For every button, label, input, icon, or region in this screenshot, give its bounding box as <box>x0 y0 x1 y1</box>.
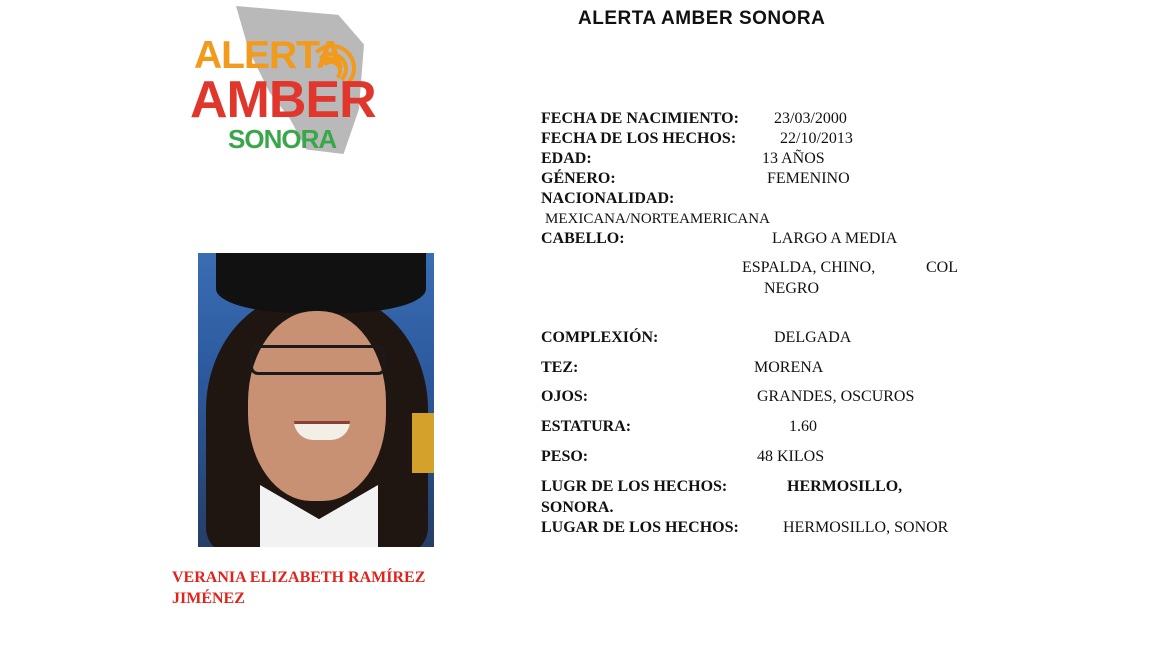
genero-label: GÉNERO: <box>541 170 616 187</box>
fecha-nacimiento-label: FECHA DE NACIMIENTO: <box>541 110 739 127</box>
genero-value: FEMENINO <box>767 170 850 187</box>
estatura-label: ESTATURA: <box>541 418 632 435</box>
cabello-value-line2b: COL <box>926 259 958 276</box>
cabello-value-line1: LARGO A MEDIA <box>772 230 898 247</box>
ojos-value: GRANDES, OSCUROS <box>757 388 915 405</box>
page-title: ALERTA AMBER SONORA <box>578 8 826 29</box>
peso-label: PESO: <box>541 448 589 465</box>
lugr-hechos-label: LUGR DE LOS HECHOS: <box>541 478 728 495</box>
fecha-hechos-label: FECHA DE LOS HECHOS: <box>541 130 737 147</box>
lugar-hechos-label: LUGAR DE LOS HECHOS: <box>541 519 739 536</box>
lugr-hechos-value-cont: SONORA. <box>541 499 614 516</box>
fecha-hechos-value: 22/10/2013 <box>780 130 853 147</box>
alerta-amber-sonora-logo <box>188 4 378 154</box>
complexion-label: COMPLEXIÓN: <box>541 329 659 346</box>
cabello-label: CABELLO: <box>541 230 625 247</box>
logo-word-sonora: SONORA <box>228 124 337 154</box>
missing-person-photo <box>198 253 434 547</box>
person-name-line1: VERANIA ELIZABETH RAMÍREZ <box>172 569 426 586</box>
peso-value: 48 KILOS <box>757 448 825 465</box>
complexion-value: DELGADA <box>774 329 852 346</box>
tez-label: TEZ: <box>541 359 579 376</box>
cabello-value-line2a: ESPALDA, CHINO, <box>742 259 876 276</box>
lugar-hechos-value: HERMOSILLO, SONOR <box>783 519 949 536</box>
logo-word-amber: AMBER <box>190 71 376 129</box>
edad-label: EDAD: <box>541 150 592 167</box>
nacionalidad-label: NACIONALIDAD: <box>541 190 675 207</box>
nacionalidad-value: MEXICANA/NORTEAMERICANA <box>545 211 770 227</box>
estatura-value: 1.60 <box>789 418 817 435</box>
person-name-line2: JIMÉNEZ <box>172 590 245 607</box>
person-name <box>172 567 472 609</box>
edad-value: 13 AÑOS <box>762 150 825 167</box>
logo-word-alerta: ALERTA <box>194 34 344 77</box>
cabello-value-line3: NEGRO <box>764 280 820 297</box>
tez-value: MORENA <box>754 359 824 376</box>
fecha-nacimiento-value: 23/03/2000 <box>774 110 847 127</box>
lugr-hechos-value: HERMOSILLO, <box>787 478 903 495</box>
ojos-label: OJOS: <box>541 388 589 405</box>
